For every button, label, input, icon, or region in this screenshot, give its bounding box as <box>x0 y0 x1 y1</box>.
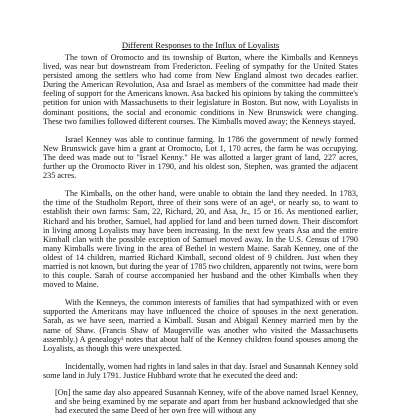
paragraph-kimballs-unable-to-obtain-land: The Kimballs, on the other hand, were unable to obtain the land they needed. In 1783, the time of the Studholm Report, three of their sons were of an age¹, or nearly so, to want to establish their own farms: Sam, 22, Richard, 20, and Asa, Jr., 15 or 16. As mentioned earlier, Richard and his brother, Samuel, had applied for land and been turned down. Their discomfort in living among Loyalists may have been increasing. In the next few years Asa and the entire Kimball clan with the possible exception of Samuel moved away. In the U.S. Census of 1790 many Kimballs were living in the area of Bethel in western Maine. Sarah Kenney, one of the oldest of 14 children, married Richard Kimball, second oldest of 9 children. Just when they married is not known, but during the year of 1785 two children, apparently not twins, were born to this couple. Sarah of course accompanied her husband and the other Kimballs when they moved to Maine. <box>43 189 358 290</box>
paragraph-oromocto-burton: The town of Oromocto and its township of Burton, where the Kimballs and Kenneys lived, was near but downstream from Fredericton. Feeling of sympathy for the United States persisted among the settlers who had come from New England almost two decades earlier. During the American Revolution, Asa and Israel as members of the committee had made their feeling of support for the Americans known. Asa backed his opinions by taking the committee's petition for union with Massachusetts to their legislature in Boston. But now, with Loyalists in dominant positions, the social and economic conditions in New Brunswick were changing. These two families followed different courses. The Kimballs moved away; the Kenneys stayed. <box>43 53 358 126</box>
paragraph-israel-kenney-farming: Israel Kenney was able to continue farming. In 1786 the government of newly formed New Brunswick gave him a grant at Oromocto, Lot 1, 170 acres, the farm he was occupying. The deed was made out to "Israel Kenny." He was allotted a larger grant of land, 227 acres, further up the Oromocto River in 1790, and his oldest son, Stephen, was granted the adjacent 235 acres. <box>43 134 358 181</box>
paragraph-kenneys-spouses: With the Kenneys, the common interests of families that had sympathized with or even supported the Americans may have influenced the choice of spouses in the next generation. Sarah, as we have seen, married a Kimball. Susan and Abigail Kenney married men by the name of Shaw. (Francis Shaw of Maugerville was another who visited the Massachusetts assembly.) A genealogy³ notes that about half of the Kenney children found spouses among the Loyalists, as though this were unexpected. <box>43 298 358 353</box>
paragraph-women-land-rights: Incidentally, women had rights in land sales in that day. Israel and Susannah Kenney sold some land in July 1791. Justice Hubbard wrote that he executed the deed and: <box>43 361 358 380</box>
block-quote-deed: [On] the same day also appeared Susannah Kenney, wife of the above named Israel Kenney, and she being examined by me separate and apart from her husband acknowledged that she had executed the same Deed of her own free will without any <box>55 388 358 415</box>
document-title: Different Responses to the Influx of Loyalists <box>121 40 280 50</box>
